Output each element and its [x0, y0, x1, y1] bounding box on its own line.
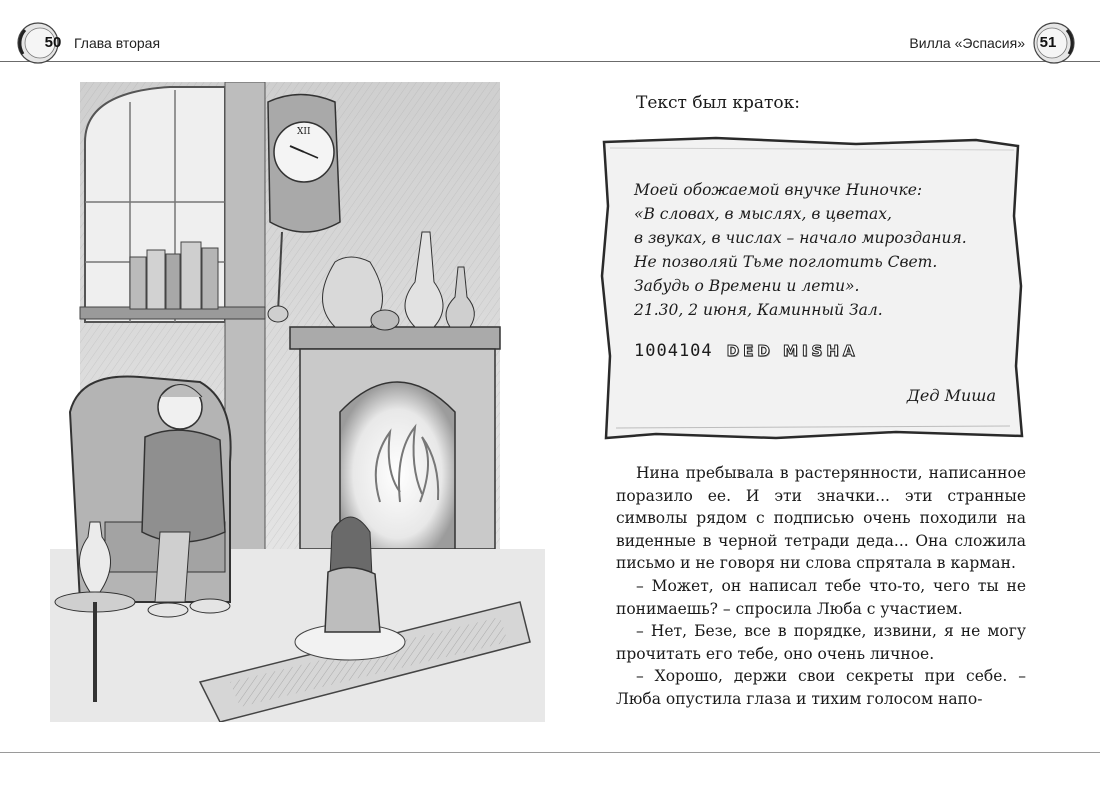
- cipher-code: 1004104: [634, 341, 713, 361]
- header-rule: [0, 61, 1100, 62]
- letter-line: Моей обожаемой внучке Ниночке:: [634, 181, 923, 199]
- running-head-chapter: Глава вторая: [74, 35, 161, 51]
- page-number-left: 50: [44, 34, 62, 51]
- letter-signature: Дед Миша: [906, 386, 996, 405]
- letter-text: [634, 178, 967, 322]
- paragraph: – Может, он написал тебе что-то, чего ты не понимаешь? – спросила Люба с участием.: [616, 576, 1026, 618]
- footer-rule: [0, 752, 1100, 753]
- pencil-sketch-illustration: [50, 82, 545, 722]
- running-head-title: Вилла «Эспасия»: [909, 35, 1025, 51]
- paragraph: Нина пребывала в растерянности, написанное поразило ее. И эти значки... эти странные символы рядом с подписью очень походили на виденные в черной тетради деда... Она сложила письмо и не говоря ни слова спрятала в карман.: [616, 464, 1026, 573]
- intro-line: Текст был краток:: [636, 93, 800, 113]
- letter-line: Не позволяй Тьме поглотить Свет.: [634, 253, 938, 271]
- cipher-symbols: DED MISHA: [726, 342, 859, 360]
- paragraph: – Хорошо, держи свои секреты при себе. – Люба опустила глаза и тихим голосом напо-: [616, 667, 1026, 708]
- letter-line: Забудь о Времени и лети».: [634, 277, 860, 295]
- letter-line: «В словах, в мыслях, в цветах,: [634, 205, 892, 223]
- clock-numerals: XII: [297, 127, 311, 137]
- cipher-row: [634, 341, 859, 361]
- page-number-right: 51: [1039, 34, 1057, 51]
- letter-line: 21.30, 2 июня, Каминный Зал.: [634, 301, 883, 319]
- letter-line: в звуках, в числах – начало мироздания.: [634, 229, 967, 247]
- letter-note: [596, 136, 1026, 441]
- body-text: [616, 462, 1026, 711]
- paragraph: – Нет, Безе, все в порядке, извини, я не могу прочитать его тебе, оно очень личное.: [616, 622, 1026, 663]
